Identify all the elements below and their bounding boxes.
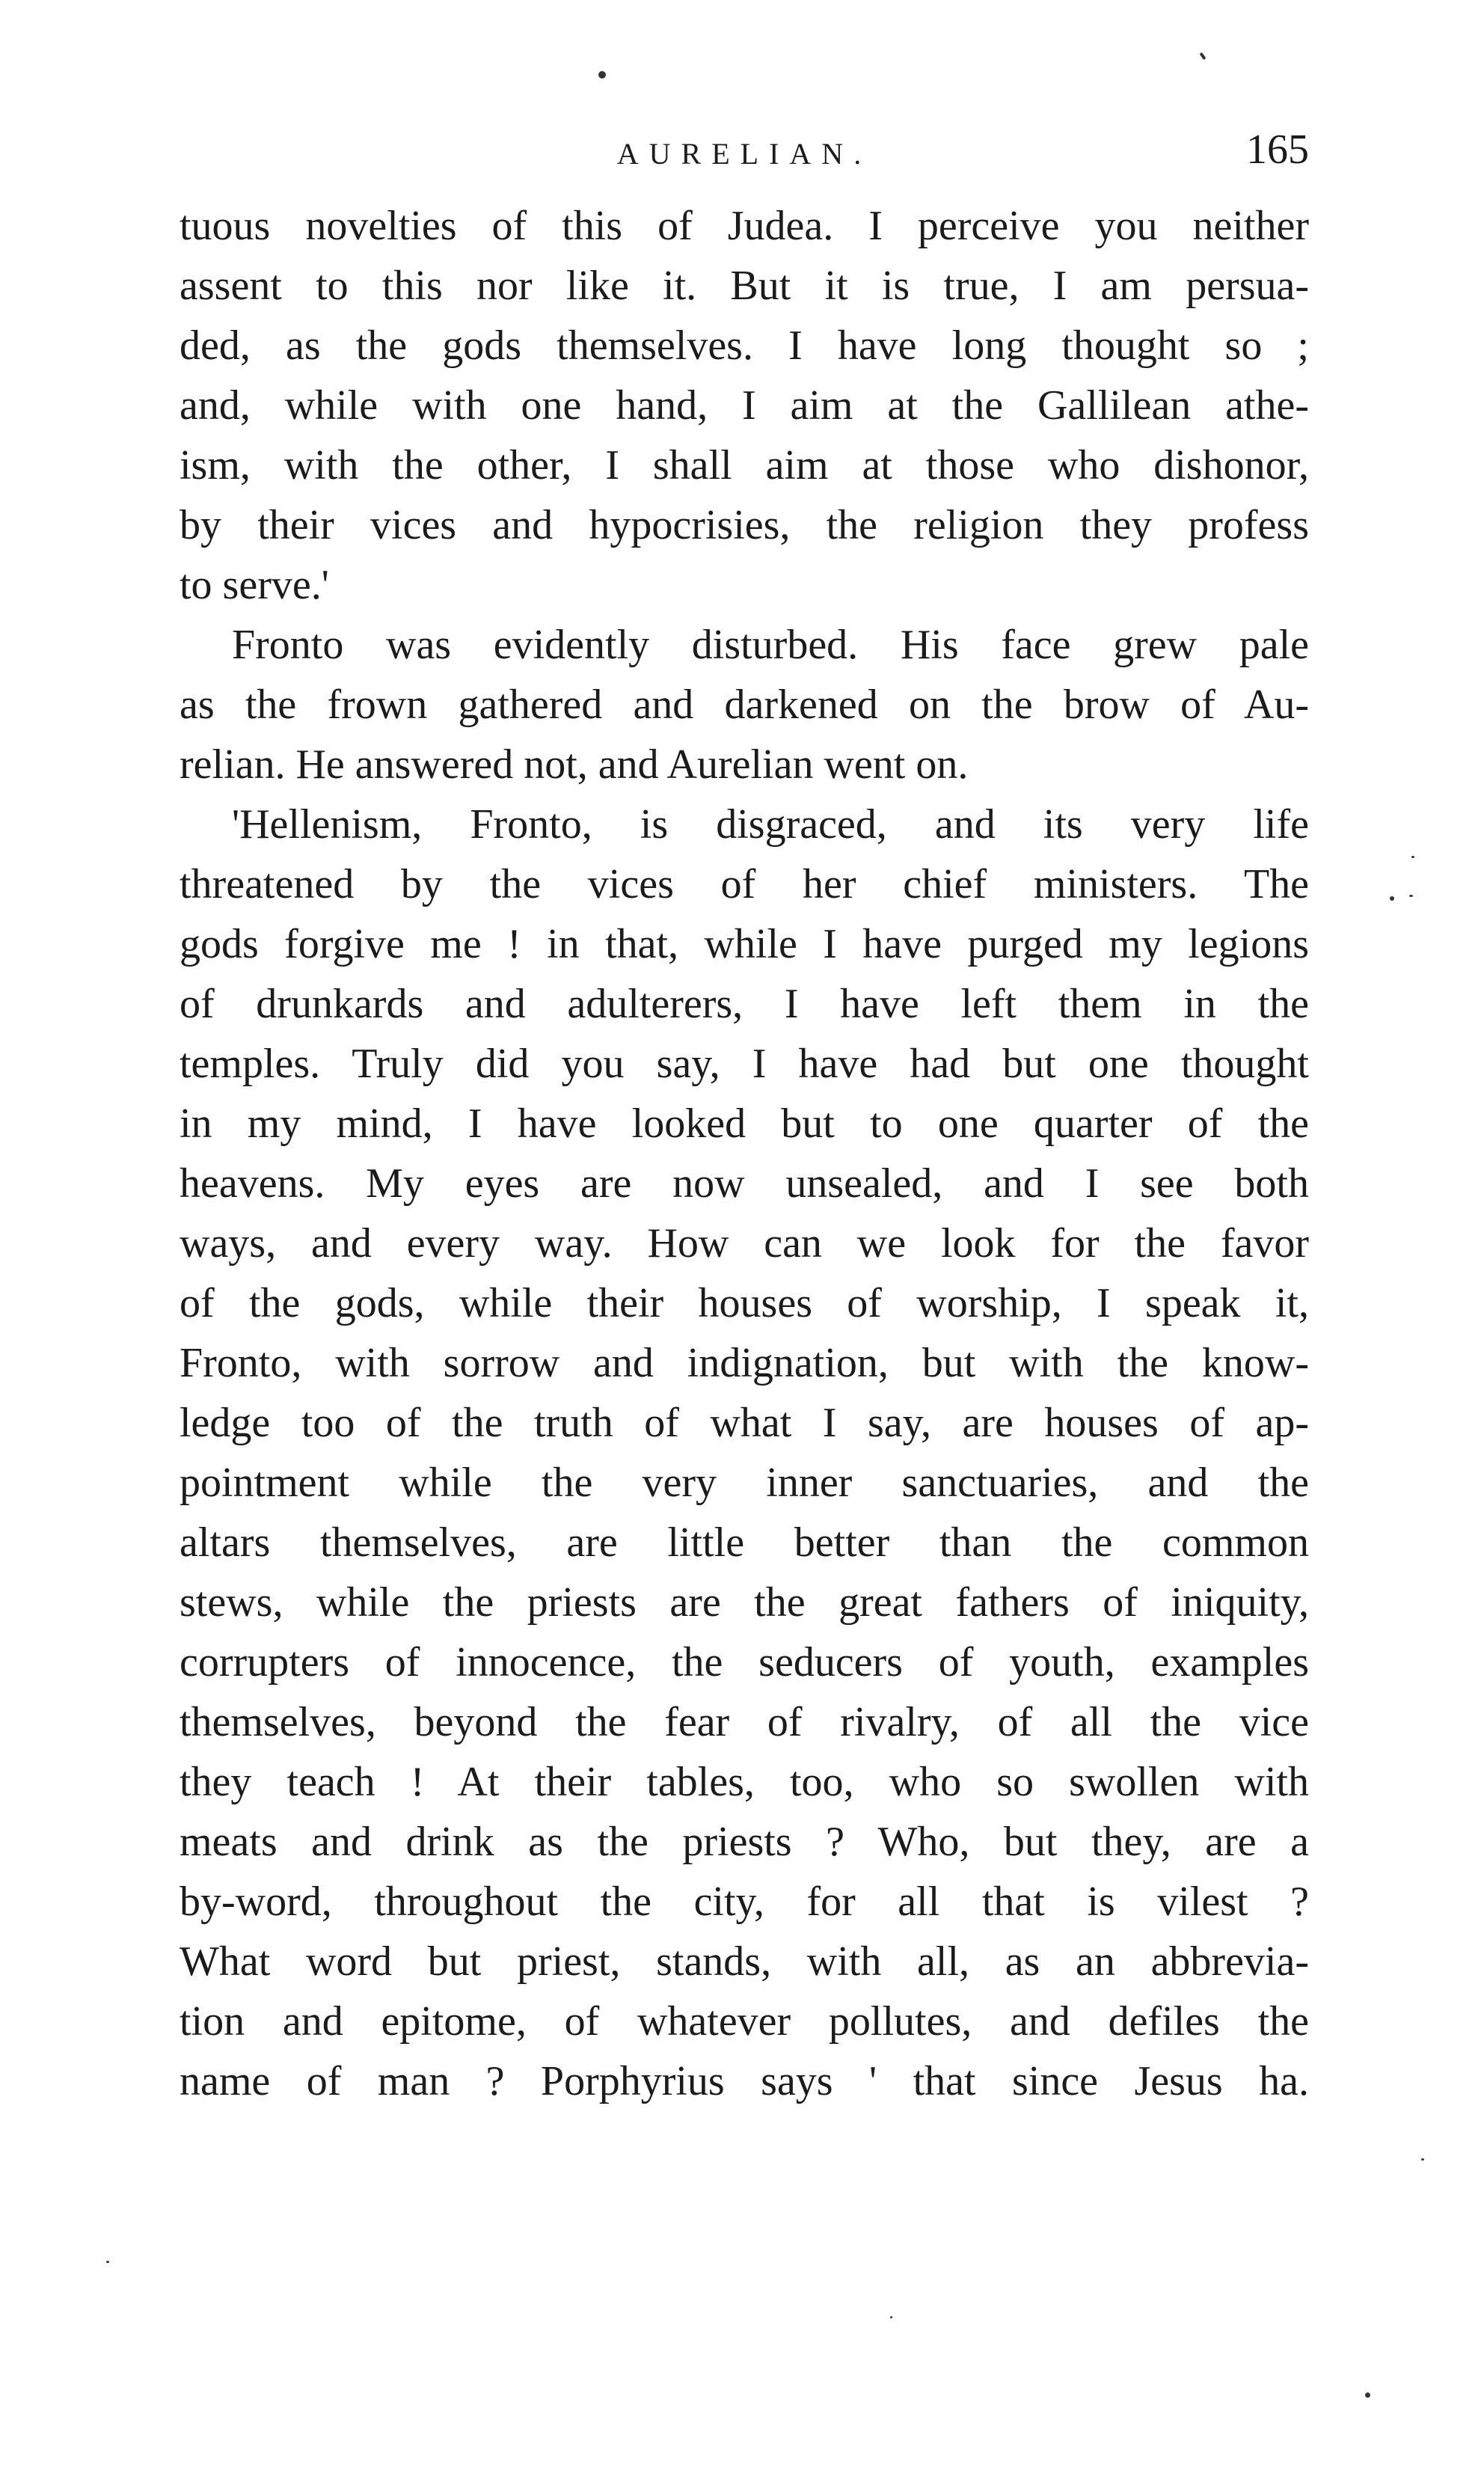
text-line: altars themselves, are little better than the common xyxy=(180,1519,1309,1566)
ink-speck xyxy=(1365,2392,1370,2398)
text-line: themselves, beyond the fear of rivalry, of all the vice xyxy=(180,1699,1309,1745)
running-head: AURELIAN. xyxy=(616,137,872,171)
text-line: and, while with one hand, I aim at the Gallilean athe- xyxy=(180,382,1309,429)
text-line: ways, and every way. How can we look for the favor xyxy=(180,1220,1309,1267)
text-line: as the frown gathered and darkened on the brow of Au- xyxy=(180,682,1309,728)
page-number: 165 xyxy=(1246,126,1309,173)
text-line: assent to this nor like it. But it is true, I am persua- xyxy=(180,263,1309,309)
text-line: of drunkards and adulterers, I have left them in the xyxy=(180,981,1309,1027)
text-line: heavens. My eyes are now unsealed, and I see both xyxy=(180,1160,1309,1207)
ink-speck xyxy=(598,71,606,79)
text-line: Fronto, with sorrow and indignation, but with the know- xyxy=(180,1340,1309,1386)
text-line: meats and drink as the priests ? Who, but they, are a xyxy=(180,1819,1309,1865)
text-line: in my mind, I have looked but to one quarter of the xyxy=(180,1100,1309,1147)
text-line: pointment while the very inner sanctuaries, and the xyxy=(180,1460,1309,1506)
paragraph xyxy=(180,196,1309,615)
text-line: to serve.' xyxy=(180,562,329,608)
text-line: stews, while the priests are the great fathers of iniquity, xyxy=(180,1579,1309,1626)
body-text xyxy=(180,196,1309,2111)
text-line: What word but priest, stands, with all, as an abbrevia- xyxy=(180,1938,1309,1985)
text-line: by-word, throughout the city, for all that is vilest ? xyxy=(180,1879,1309,1925)
text-line: temples. Truly did you say, I have had but one thought xyxy=(180,1041,1309,1087)
text-line: 'Hellenism, Fronto, is disgraced, and its very life xyxy=(232,801,1309,848)
text-line: ledge too of the truth of what I say, are houses of ap- xyxy=(180,1400,1309,1446)
ink-speck xyxy=(1390,896,1394,901)
ink-speck xyxy=(106,2261,109,2263)
ink-speck xyxy=(1199,52,1206,60)
text-line: tuous novelties of this of Judea. I perceive you neither xyxy=(180,203,1309,249)
ink-speck xyxy=(890,2316,892,2318)
text-line: they teach ! At their tables, too, who so swollen with xyxy=(180,1759,1309,1805)
text-line: name of man ? Porphyrius says ' that since Jesus ha. xyxy=(180,2058,1309,2104)
text-line: tion and epitome, of whatever pollutes, and defiles the xyxy=(180,1998,1309,2045)
text-line: corrupters of innocence, the seducers of youth, examples xyxy=(180,1639,1309,1686)
ink-speck xyxy=(1421,2158,1424,2161)
paragraph xyxy=(180,615,1309,794)
text-line: threatened by the vices of her chief ministers. The xyxy=(180,861,1309,907)
text-line: ded, as the gods themselves. I have long thought so ; xyxy=(180,322,1309,369)
ink-speck xyxy=(1411,856,1414,858)
text-line: of the gods, while their houses of worship, I speak it, xyxy=(180,1280,1309,1326)
text-line: relian. He answered not, and Aurelian went on. xyxy=(180,741,969,788)
text-line: ism, with the other, I shall aim at those who dishonor, xyxy=(180,442,1309,489)
ink-speck xyxy=(1409,895,1413,897)
text-line: gods forgive me ! in that, while I have purged my legions xyxy=(180,921,1309,967)
page-header xyxy=(180,126,1309,186)
paragraph xyxy=(180,794,1309,2111)
text-line: by their vices and hypocrisies, the religion they profess xyxy=(180,502,1309,548)
text-line: Fronto was evidently disturbed. His face grew pale xyxy=(232,622,1309,668)
